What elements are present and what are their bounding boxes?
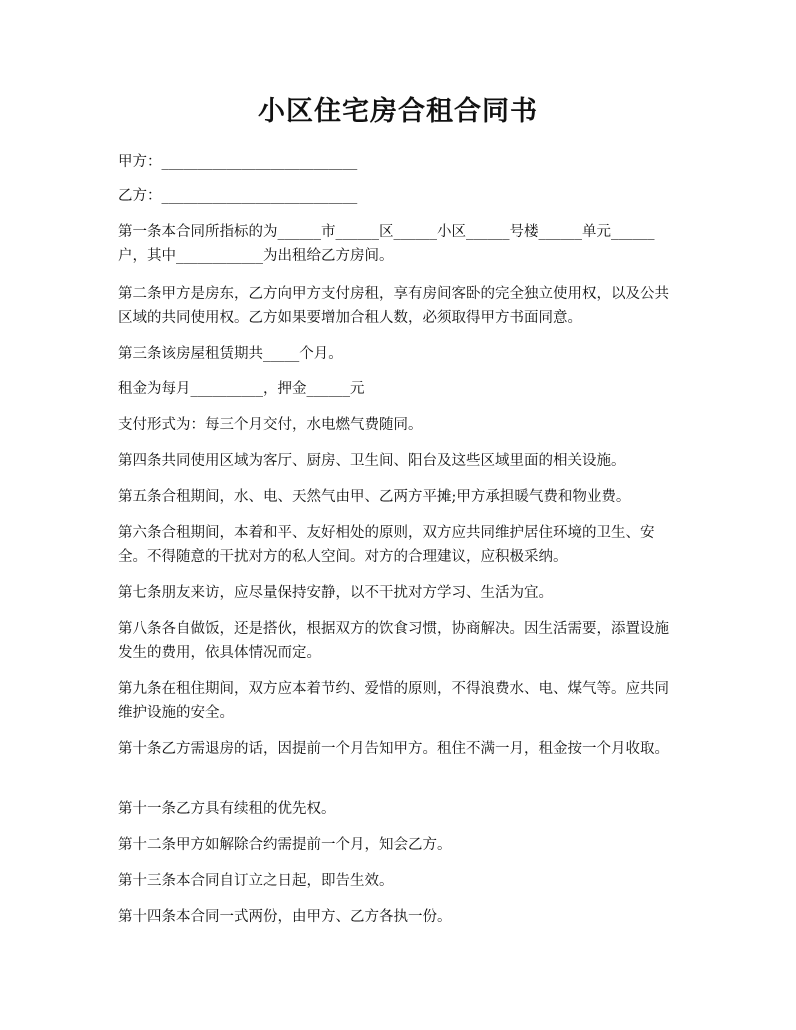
party-b-line: 乙方：___________________________ xyxy=(118,188,358,204)
article-14: 第十四条本合同一式两份，由甲方、乙方各执一份。 xyxy=(118,909,452,925)
article-2: 第二条甲方是房东，乙方向甲方支付房租，享有房间客卧的完全独立使用权，以及公共区域的共同使用权。乙方如果要增加合租人数，必须取得甲方书面同意。 xyxy=(118,286,669,326)
article-5: 第五条合租期间，水、电、天然气由甲、乙两方平摊;甲方承担暖气费和物业费。 xyxy=(118,489,631,505)
article-8: 第八条各自做饭，还是搭伙，根据双方的饮食习惯，协商解决。因生活需要，添置设施发生的费用，依具体情况而定。 xyxy=(118,621,669,661)
payment-line: 支付形式为：每三个月交付，水电燃气费随同。 xyxy=(118,417,423,433)
party-a-line: 甲方：___________________________ xyxy=(118,154,358,170)
rent-line: 租金为每月__________，押金______元 xyxy=(118,381,365,397)
document-title: 小区住宅房合租合同书 xyxy=(258,96,538,127)
article-12: 第十二条甲方如解除合约需提前一个月，知会乙方。 xyxy=(118,837,452,853)
article-9: 第九条在租住期间，双方应本着节约、爱惜的原则，不得浪费水、电、煤气等。应共同维护设施的安全。 xyxy=(118,681,669,721)
article-11: 第十一条乙方具有续租的优先权。 xyxy=(118,801,336,817)
article-3: 第三条该房屋租赁期共_____个月。 xyxy=(118,346,343,362)
article-10: 第十条乙方需退房的话，因提前一个月告知甲方。租住不满一月，租金按一个月收取。 xyxy=(118,741,669,757)
article-1: 第一条本合同所指标的为______市______区______小区______号楼______单元______户，其中____________为出租给乙方房间。 xyxy=(118,224,655,264)
article-6: 第六条合租期间，本着和平、友好相处的原则，双方应共同维护居住环境的卫生、安全。不得随意的干扰对方的私人空间。对方的合理建议，应积极采纳。 xyxy=(118,525,655,565)
article-7: 第七条朋友来访，应尽量保持安静，以不干扰对方学习、生活为宜。 xyxy=(118,585,553,601)
article-4: 第四条共同使用区域为客厅、厨房、卫生间、阳台及这些区域里面的相关设施。 xyxy=(118,453,626,469)
article-13: 第十三条本合同自订立之日起，即告生效。 xyxy=(118,873,394,889)
